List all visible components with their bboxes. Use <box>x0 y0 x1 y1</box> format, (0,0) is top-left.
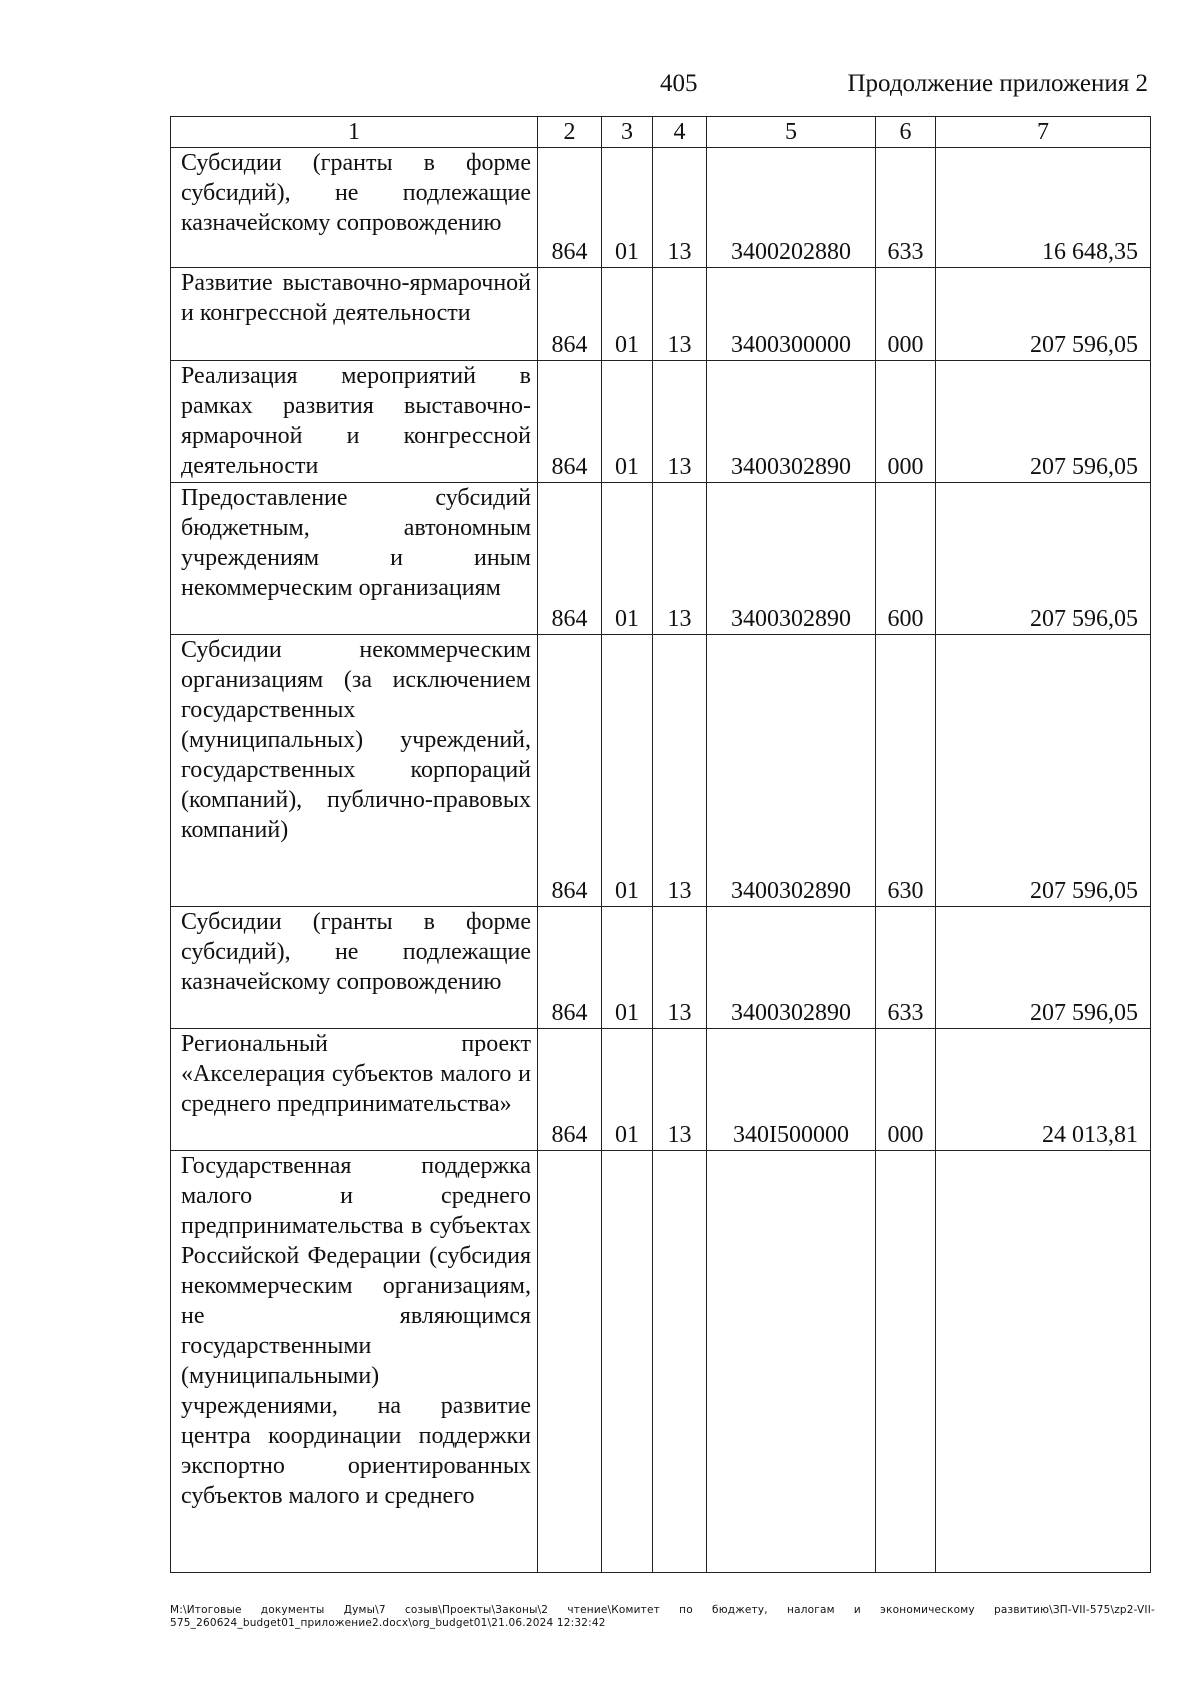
cell-target-article: 3400302890 <box>707 483 876 635</box>
cell-ministry-code: 864 <box>538 361 602 483</box>
column-header: 4 <box>653 117 707 148</box>
table-row <box>171 1029 1151 1151</box>
table-row <box>171 483 1151 635</box>
column-header: 1 <box>171 117 538 148</box>
cell-ministry-code: 864 <box>538 907 602 1029</box>
cell-ministry-code: 864 <box>538 635 602 907</box>
table-row <box>171 361 1151 483</box>
cell-subsection: 13 <box>653 1029 707 1151</box>
cell-section: 01 <box>602 483 653 635</box>
table-row <box>171 268 1151 361</box>
cell-amount: 24 013,81 <box>936 1029 1151 1151</box>
cell-expense-type: 000 <box>876 1029 936 1151</box>
cell-target-article: 3400300000 <box>707 268 876 361</box>
cell-expense-type: 633 <box>876 907 936 1029</box>
row-description: Государственная поддержка малого и среднего предпринимательства в субъектах Российской Федерации (субсидия некоммерческим организациям, не являющимся государственными (муниципальными) учреждениями, на развитие центра координации поддержки экспортно ориентированных субъектов малого и среднего <box>171 1151 538 1573</box>
cell-subsection: 13 <box>653 268 707 361</box>
column-header: 2 <box>538 117 602 148</box>
cell-expense-type: 000 <box>876 361 936 483</box>
column-header: 6 <box>876 117 936 148</box>
cell-section: 01 <box>602 635 653 907</box>
cell-expense-type: 600 <box>876 483 936 635</box>
cell-expense-type: 633 <box>876 148 936 268</box>
cell-subsection: 13 <box>653 361 707 483</box>
cell-section: 01 <box>602 268 653 361</box>
cell-expense-type: 000 <box>876 268 936 361</box>
table-header-row <box>171 117 1151 148</box>
cell-target-article: 3400202880 <box>707 148 876 268</box>
cell-ministry-code: 864 <box>538 483 602 635</box>
cell-section: 01 <box>602 361 653 483</box>
cell-section <box>602 1151 653 1573</box>
table-row <box>171 907 1151 1029</box>
row-description: Субсидии некоммерческим организациям (за исключением государственных (муниципальных) учреждений, государственных корпораций (компаний), публично-правовых компаний) <box>171 635 538 907</box>
cell-target-article: 340I500000 <box>707 1029 876 1151</box>
cell-subsection: 13 <box>653 483 707 635</box>
cell-target-article: 3400302890 <box>707 361 876 483</box>
cell-amount: 207 596,05 <box>936 268 1151 361</box>
cell-subsection: 13 <box>653 907 707 1029</box>
cell-amount: 207 596,05 <box>936 361 1151 483</box>
column-header: 3 <box>602 117 653 148</box>
cell-subsection <box>653 1151 707 1573</box>
continuation-title: Продолжение приложения 2 <box>847 70 1148 97</box>
budget-table <box>170 116 1151 1573</box>
cell-amount: 16 648,35 <box>936 148 1151 268</box>
row-description: Развитие выставочно-ярмарочной и конгрессной деятельности <box>171 268 538 361</box>
cell-expense-type <box>876 1151 936 1573</box>
cell-ministry-code: 864 <box>538 268 602 361</box>
cell-amount: 207 596,05 <box>936 907 1151 1029</box>
column-header: 7 <box>936 117 1151 148</box>
row-description: Региональный проект «Акселерация субъектов малого и среднего предпринимательства» <box>171 1029 538 1151</box>
row-description: Субсидии (гранты в форме субсидий), не подлежащие казначейскому сопровождению <box>171 148 538 268</box>
cell-subsection: 13 <box>653 635 707 907</box>
document-path-footer: M:\Итоговые документы Думы\7 созыв\Проекты\Законы\2 чтение\Комитет по бюджету, налогам и экономическому развитию\ЗП-VII-575\zp2-VII-575_260624_budget01_приложение2.docx\org_budget01\21.06.2024 12:32:42 <box>170 1604 1155 1629</box>
cell-amount <box>936 1151 1151 1573</box>
table-row <box>171 635 1151 907</box>
table-row <box>171 1151 1151 1573</box>
cell-target-article: 3400302890 <box>707 907 876 1029</box>
cell-subsection: 13 <box>653 148 707 268</box>
cell-ministry-code <box>538 1151 602 1573</box>
table-row <box>171 148 1151 268</box>
cell-target-article: 3400302890 <box>707 635 876 907</box>
column-header: 5 <box>707 117 876 148</box>
row-description: Реализация мероприятий в рамках развития выставочно-ярмарочной и конгрессной деятельности <box>171 361 538 483</box>
cell-amount: 207 596,05 <box>936 483 1151 635</box>
cell-ministry-code: 864 <box>538 1029 602 1151</box>
cell-target-article <box>707 1151 876 1573</box>
row-description: Субсидии (гранты в форме субсидий), не подлежащие казначейскому сопровождению <box>171 907 538 1029</box>
cell-section: 01 <box>602 1029 653 1151</box>
cell-expense-type: 630 <box>876 635 936 907</box>
cell-amount: 207 596,05 <box>936 635 1151 907</box>
cell-section: 01 <box>602 907 653 1029</box>
cell-section: 01 <box>602 148 653 268</box>
row-description: Предоставление субсидий бюджетным, автономным учреждениям и иным некоммерческим организациям <box>171 483 538 635</box>
page-number: 405 <box>660 70 698 97</box>
cell-ministry-code: 864 <box>538 148 602 268</box>
